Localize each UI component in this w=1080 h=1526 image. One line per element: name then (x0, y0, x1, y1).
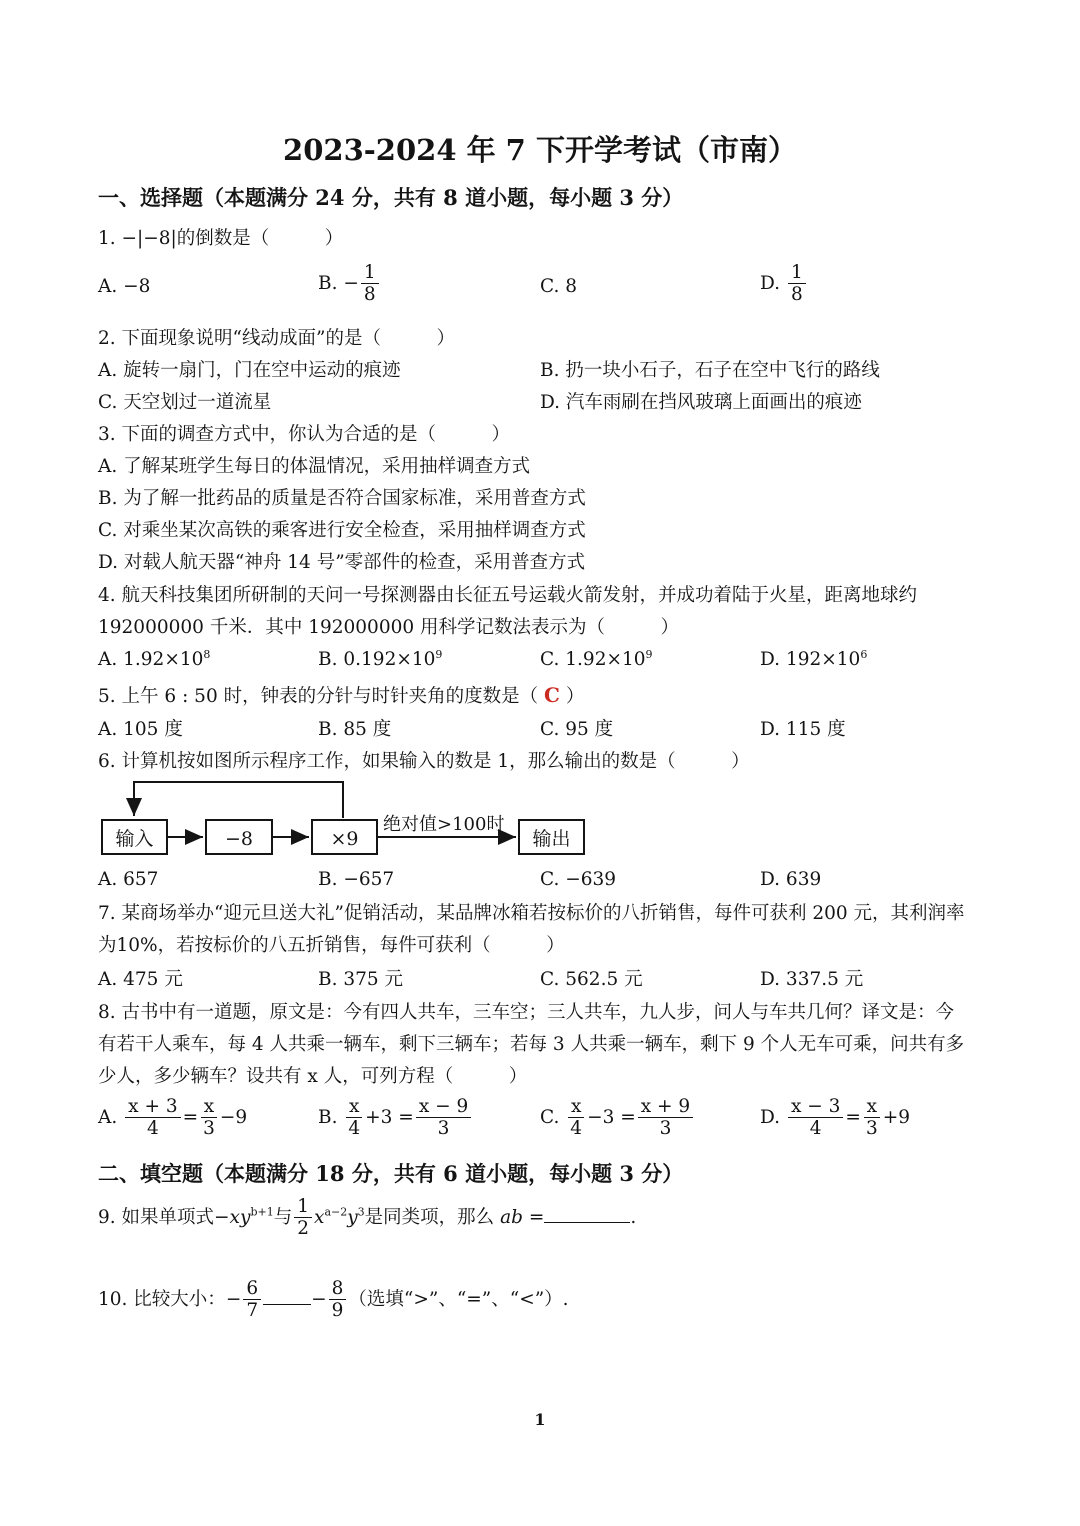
q4-b-exponent: 9 (435, 648, 443, 661)
q8-b-middle: +3 = (365, 1106, 414, 1128)
question-8-line-1: 8. 古书中有一道题，原文是：今有四人共车，三车空；三人共车，九人步，问人与车共几何？译文是：今 (98, 1002, 955, 1023)
q4-option-d (760, 648, 867, 670)
q9-monomial-2-x: x (314, 1206, 325, 1228)
q6-multiply-box: ×9 (311, 819, 378, 855)
q8-d-fraction-1 (788, 1096, 843, 1140)
q8-b-fraction-2 (416, 1096, 471, 1140)
q5-option-c: C. 95 度 (540, 719, 614, 740)
q8-d-denominator-2: 3 (865, 1118, 878, 1140)
page-number: 1 (534, 1410, 546, 1429)
q4-a-label: A. (98, 649, 118, 671)
q4-d-base: 192×10 (785, 649, 861, 671)
q9-monomial-1-exponent: b+1 (250, 1205, 274, 1219)
q2-option-c: C. 天空划过一道流星 (98, 392, 272, 413)
question-7-line-2: 为10%，若按标价的八五折销售，每件可获利（ ） (98, 935, 565, 956)
q8-d-numerator-1: x − 3 (788, 1096, 843, 1118)
q6-option-d: D. 639 (760, 869, 822, 890)
q1-option-a: A. −8 (98, 276, 151, 297)
q5-stem-close: ） (565, 686, 585, 707)
q6-option-b: B. −657 (318, 869, 395, 890)
q1-b-label: B. (318, 272, 338, 294)
q2-option-a: A. 旋转一扇门，门在空中运动的痕迹 (98, 360, 401, 381)
q9-text-post: 是同类项，那么 (364, 1206, 495, 1228)
q5-option-a: A. 105 度 (98, 719, 183, 740)
question-3-stem: 3. 下面的调查方式中，你认为合适的是（ ） (98, 424, 511, 445)
q9-monomial-1: −xy (214, 1206, 251, 1228)
q10-fraction-1 (243, 1278, 261, 1322)
question-7-line-1: 7. 某商场举办“迎元旦送大礼”促销活动，某品牌冰箱若按标价的八折销售，每件可获利 200 元，其利润率 (98, 903, 965, 924)
q8-a-fraction-2 (200, 1096, 218, 1140)
q10-fraction-1-denominator: 7 (246, 1300, 259, 1322)
q4-b-label: B. (318, 649, 338, 671)
q4-c-base: 1.92×10 (565, 649, 646, 671)
q8-option-d: D. $\frac{x - 3}{4}$ = $\frac{x}{3}$ +9 (760, 1096, 910, 1140)
q8-a-denominator-1: 4 (146, 1118, 159, 1140)
question-4-line-1: 4. 航天科技集团所研制的天问一号探测器由长征五号运载火箭发射，并成功着陆于火星，距离地球约 (98, 585, 918, 606)
q8-b-denominator-2: 3 (437, 1118, 450, 1140)
q8-a-tail: −9 (219, 1106, 248, 1128)
q8-c-middle: −3 = (587, 1106, 636, 1128)
q2-option-d: D. 汽车雨刷在挡风玻璃上面画出的痕迹 (540, 392, 862, 413)
q8-c-numerator-1: x (568, 1096, 584, 1118)
q8-d-tail: +9 (882, 1106, 910, 1128)
q6-feedback-arrow (134, 782, 343, 818)
q3-option-a: A. 了解某班学生每日的体温情况，采用抽样调查方式 (98, 456, 531, 477)
q8-option-a: A. $\frac{x + 3}{4}$ = $\frac{x}{3}$ −9 (98, 1096, 248, 1140)
q4-a-exponent: 8 (203, 648, 211, 661)
q10-fraction-1-numerator: 6 (243, 1278, 261, 1300)
q7-option-b: B. 375 元 (318, 969, 404, 990)
q9-monomial-2-y: y (347, 1206, 358, 1228)
q8-d-denominator-1: 4 (809, 1118, 822, 1140)
question-2-stem: 2. 下面现象说明“线动成面”的是（ ） (98, 328, 455, 349)
q5-option-d: D. 115 度 (760, 719, 846, 740)
q10-fraction-2-denominator: 9 (331, 1300, 344, 1322)
question-10: 10. 比较大小：− $\frac{6}{7}$ − $\frac{8}{9}$ （选填“>”、“=”、“<”）. (98, 1278, 569, 1322)
q1-b-numerator: 1 (361, 262, 379, 284)
q4-c-label: C. (540, 649, 560, 671)
question-8-line-3: 少人，多少辆车？设共有 x 人，可列方程（ ） (98, 1066, 528, 1087)
q10-text-post: （选填“>”、“=”、“<”）. (348, 1288, 569, 1310)
q7-option-d: D. 337.5 元 (760, 969, 864, 990)
q1-d-label: D. (760, 272, 781, 294)
q1-d-fraction (788, 262, 806, 306)
q3-option-b: B. 为了解一批药品的质量是否符合国家标准，采用普查方式 (98, 488, 586, 509)
q6-option-a: A. 657 (98, 869, 159, 890)
q10-fraction-2 (329, 1278, 347, 1322)
question-8-line-2: 有若干人乘车，每 4 人共乘一辆车，剩下三辆车；若每 3 人共乘一辆车，剩下 9 个人无车可乘，问共有多 (98, 1034, 965, 1055)
q4-d-label: D. (760, 649, 781, 671)
q8-c-fraction-2 (638, 1096, 693, 1140)
q8-c-fraction-1 (567, 1096, 585, 1140)
q9-monomial-2-y-exponent: 3 (357, 1205, 365, 1219)
q9-fraction-numerator: 1 (294, 1196, 312, 1218)
q9-text-pre: 9. 如果单项式 (98, 1206, 215, 1228)
q3-option-c: C. 对乘坐某次高铁的乘客进行安全检查，采用抽样调查方式 (98, 520, 586, 541)
question-9 (98, 1196, 636, 1240)
q5-stem-text: 5. 上午 6 : 50 时，钟表的分针与时针夹角的度数是（ (98, 686, 539, 707)
q9-answer-blank[interactable] (544, 1222, 630, 1223)
q8-d-fraction-2 (863, 1096, 881, 1140)
q4-b-base: 0.192×10 (343, 649, 436, 671)
question-5-stem (98, 682, 584, 708)
q4-option-c (540, 648, 653, 670)
q1-b-sign: − (343, 272, 359, 294)
q5-handwritten-answer: C (544, 683, 560, 707)
q10-fraction-2-numerator: 8 (329, 1278, 347, 1300)
q8-option-b (318, 1096, 473, 1140)
q8-d-numerator-2: x (864, 1096, 880, 1118)
q10-answer-blank[interactable] (263, 1304, 311, 1305)
q1-option-b (318, 262, 381, 306)
q6-minus-box: −8 (205, 819, 273, 855)
section-1-heading: 一、选择题（本题满分 24 分，共有 8 道小题，每小题 3 分） (98, 185, 684, 210)
q9-fraction (294, 1196, 312, 1240)
q9-monomial-2-x-exponent: a−2 (324, 1205, 348, 1219)
q1-d-denominator: 8 (790, 284, 803, 306)
q8-c-label: C. (540, 1106, 560, 1128)
q1-number: 1. (98, 228, 116, 249)
q8-c-denominator-2: 3 (659, 1118, 672, 1140)
q8-a-numerator-1: x + 3 (125, 1096, 180, 1118)
q4-option-b (318, 648, 442, 670)
q8-b-fraction-1 (345, 1096, 363, 1140)
q8-d-label: D. (760, 1106, 781, 1128)
q9-end: . (630, 1206, 637, 1228)
q6-condition-label: 绝对值>100时 (383, 814, 505, 835)
q5-option-b: B. 85 度 (318, 719, 392, 740)
q8-b-numerator-1: x (346, 1096, 362, 1118)
q8-option-c (540, 1096, 695, 1140)
q8-a-fraction-1 (125, 1096, 180, 1140)
exam-title: 2023-2024 年 7 下开学考试（市南） (283, 133, 797, 167)
q1-text: 的倒数是（ ） (176, 228, 344, 249)
q8-b-numerator-2: x − 9 (416, 1096, 471, 1118)
q1-d-numerator: 1 (788, 262, 806, 284)
q7-option-a: A. 475 元 (98, 969, 183, 990)
q8-b-denominator-1: 4 (348, 1118, 361, 1140)
q8-c-numerator-2: x + 9 (638, 1096, 693, 1118)
q9-ab: ab = (500, 1206, 545, 1228)
q10-text-pre: 10. 比较大小： (98, 1288, 226, 1310)
q7-option-c: C. 562.5 元 (540, 969, 643, 990)
q4-d-exponent: 6 (860, 648, 868, 661)
question-1-stem (98, 224, 343, 250)
q1-b-fraction (361, 262, 379, 306)
q8-c-denominator-1: 4 (570, 1118, 583, 1140)
q6-option-c: C. −639 (540, 869, 617, 890)
q1-option-c: C. 8 (540, 276, 578, 297)
q3-option-d: D. 对载人航天器“神舟 14 号”零部件的检查，采用普查方式 (98, 552, 586, 573)
q8-a-label: A. (98, 1106, 118, 1128)
q9-with: 与 (273, 1206, 293, 1228)
q1-option-d (760, 262, 808, 306)
q2-option-b: B. 扔一块小石子，石子在空中飞行的路线 (540, 360, 880, 381)
section-2-heading: 二、填空题（本题满分 18 分，共有 6 道小题，每小题 3 分） (98, 1161, 684, 1186)
q8-a-numerator-2: x (201, 1096, 217, 1118)
q4-option-a (98, 648, 210, 670)
q9-fraction-denominator: 2 (297, 1218, 309, 1240)
q4-c-exponent: 9 (645, 648, 653, 661)
question-6-stem: 6. 计算机按如图所示程序工作，如果输入的数是 1，那么输出的数是（ ） (98, 751, 750, 772)
q6-input-box: 输入 (101, 819, 168, 855)
q6-output-box: 输出 (518, 819, 585, 855)
q8-a-denominator-2: 3 (203, 1118, 215, 1140)
q8-b-label: B. (318, 1106, 338, 1128)
q1-b-denominator: 8 (363, 284, 376, 306)
q4-a-base: 1.92×10 (123, 649, 204, 671)
question-4-line-2: 192000000 千米．其中 192000000 用科学记数法表示为（ ） (98, 617, 680, 638)
q1-expression: −|−8| (121, 228, 177, 249)
